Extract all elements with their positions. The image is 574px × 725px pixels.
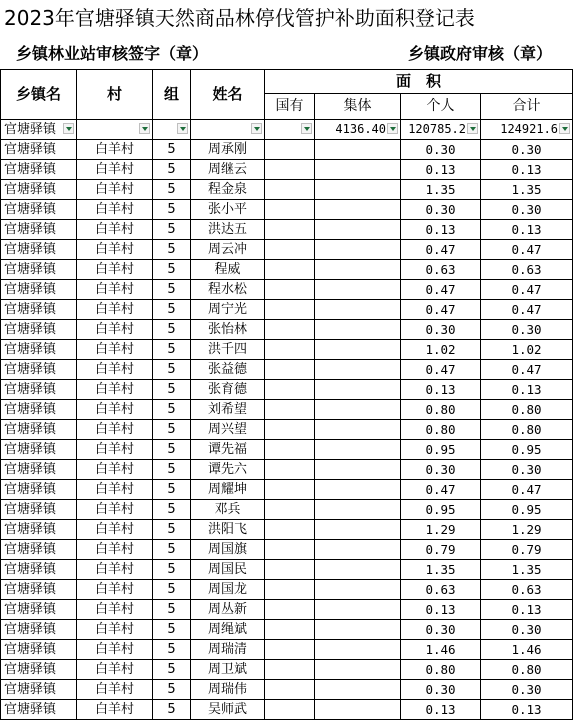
cell-name[interactable]: 程威 [191, 260, 265, 280]
cell-state-owned[interactable] [265, 320, 315, 340]
cell-township[interactable]: 官塘驿镇 [1, 360, 77, 380]
cell-name[interactable]: 洪千四 [191, 340, 265, 360]
cell-total[interactable]: 0.79 [481, 540, 573, 560]
cell-village[interactable]: 白羊村 [77, 260, 153, 280]
cell-state-owned[interactable] [265, 600, 315, 620]
cell-total[interactable]: 0.30 [481, 680, 573, 700]
cell-village[interactable]: 白羊村 [77, 460, 153, 480]
header-area[interactable]: 面 积 [265, 70, 573, 94]
cell-collective[interactable] [315, 400, 401, 420]
table-row [1, 400, 573, 420]
table-row [1, 700, 573, 720]
cell-individual[interactable]: 0.63 [401, 580, 481, 600]
cell-village[interactable]: 白羊村 [77, 680, 153, 700]
cell-state-owned[interactable] [265, 200, 315, 220]
cell-name[interactable]: 周继云 [191, 160, 265, 180]
cell-township[interactable]: 官塘驿镇 [1, 440, 77, 460]
cell-state-owned[interactable] [265, 140, 315, 160]
cell-group[interactable]: 5 [153, 300, 191, 320]
cell-total[interactable]: 1.35 [481, 180, 573, 200]
cell-total[interactable]: 0.47 [481, 280, 573, 300]
table-row [1, 520, 573, 540]
cell-village[interactable]: 白羊村 [77, 180, 153, 200]
cell-name[interactable]: 周耀坤 [191, 480, 265, 500]
cell-total[interactable]: 0.13 [481, 160, 573, 180]
cell-group[interactable]: 5 [153, 440, 191, 460]
cell-name[interactable]: 张育德 [191, 380, 265, 400]
cell-individual[interactable]: 0.30 [401, 620, 481, 640]
cell-township[interactable]: 官塘驿镇 [1, 600, 77, 620]
cell-name[interactable]: 洪阳飞 [191, 520, 265, 540]
header-collective[interactable]: 集体 [315, 94, 401, 120]
cell-group[interactable]: 5 [153, 660, 191, 680]
cell-village[interactable]: 白羊村 [77, 600, 153, 620]
cell-village[interactable]: 白羊村 [77, 380, 153, 400]
cell-individual[interactable]: 0.47 [401, 300, 481, 320]
cell-township[interactable]: 官塘驿镇 [1, 420, 77, 440]
cell-group[interactable]: 5 [153, 180, 191, 200]
cell-group[interactable]: 5 [153, 460, 191, 480]
cell-village[interactable]: 白羊村 [77, 500, 153, 520]
cell-township[interactable]: 官塘驿镇 [1, 640, 77, 660]
cell-individual[interactable]: 0.80 [401, 420, 481, 440]
filter-cell-township[interactable] [1, 120, 77, 140]
cell-township[interactable]: 官塘驿镇 [1, 560, 77, 580]
cell-total[interactable]: 0.80 [481, 400, 573, 420]
cell-individual[interactable]: 0.95 [401, 440, 481, 460]
table-row [1, 360, 573, 380]
cell-village[interactable]: 白羊村 [77, 220, 153, 240]
cell-collective[interactable] [315, 260, 401, 280]
cell-village[interactable]: 白羊村 [77, 560, 153, 580]
cell-total[interactable]: 0.13 [481, 600, 573, 620]
cell-group[interactable]: 5 [153, 420, 191, 440]
cell-township[interactable]: 官塘驿镇 [1, 660, 77, 680]
cell-state-owned[interactable] [265, 640, 315, 660]
cell-state-owned[interactable] [265, 220, 315, 240]
cell-group[interactable]: 5 [153, 160, 191, 180]
cell-name[interactable]: 周云冲 [191, 240, 265, 260]
cell-group[interactable]: 5 [153, 260, 191, 280]
cell-collective[interactable] [315, 200, 401, 220]
cell-name[interactable]: 周宁光 [191, 300, 265, 320]
filter-dropdown-icon[interactable] [301, 123, 312, 134]
cell-group[interactable]: 5 [153, 140, 191, 160]
filter-cell-group[interactable] [153, 120, 191, 140]
cell-village[interactable]: 白羊村 [77, 160, 153, 180]
cell-total[interactable]: 0.13 [481, 220, 573, 240]
cell-individual[interactable]: 1.46 [401, 640, 481, 660]
cell-total[interactable]: 0.30 [481, 320, 573, 340]
cell-township[interactable]: 官塘驿镇 [1, 140, 77, 160]
cell-name[interactable]: 张小平 [191, 200, 265, 220]
cell-state-owned[interactable] [265, 440, 315, 460]
cell-state-owned[interactable] [265, 340, 315, 360]
cell-village[interactable]: 白羊村 [77, 140, 153, 160]
cell-state-owned[interactable] [265, 380, 315, 400]
cell-state-owned[interactable] [265, 280, 315, 300]
cell-name[interactable]: 邓兵 [191, 500, 265, 520]
cell-collective[interactable] [315, 620, 401, 640]
table-row [1, 620, 573, 640]
forestry-station-review-label: 乡镇林业站审核签字（章） [16, 44, 209, 63]
cell-individual[interactable]: 0.13 [401, 220, 481, 240]
filter-dropdown-icon[interactable] [387, 123, 398, 134]
cell-state-owned[interactable] [265, 400, 315, 420]
cell-state-owned[interactable] [265, 480, 315, 500]
cell-collective[interactable] [315, 500, 401, 520]
cell-collective[interactable] [315, 220, 401, 240]
cell-collective[interactable] [315, 140, 401, 160]
cell-village[interactable]: 白羊村 [77, 340, 153, 360]
cell-state-owned[interactable] [265, 500, 315, 520]
filter-dropdown-icon[interactable] [177, 123, 188, 134]
cell-township[interactable]: 官塘驿镇 [1, 260, 77, 280]
table-row [1, 240, 573, 260]
cell-total[interactable]: 0.47 [481, 480, 573, 500]
cell-group[interactable]: 5 [153, 620, 191, 640]
cell-township[interactable]: 官塘驿镇 [1, 680, 77, 700]
table-row [1, 320, 573, 340]
cell-village[interactable]: 白羊村 [77, 420, 153, 440]
cell-group[interactable]: 5 [153, 580, 191, 600]
cell-name[interactable]: 张益德 [191, 360, 265, 380]
filter-value-township: 官塘驿镇 [4, 122, 57, 137]
table-row [1, 540, 573, 560]
cell-total[interactable]: 0.63 [481, 580, 573, 600]
filter-dropdown-icon[interactable] [139, 123, 150, 134]
cell-collective[interactable] [315, 580, 401, 600]
cell-state-owned[interactable] [265, 460, 315, 480]
header-township[interactable]: 乡镇名 [1, 70, 77, 120]
filter-value-total: 124921.6 [500, 122, 559, 136]
cell-name[interactable]: 周国龙 [191, 580, 265, 600]
filter-value-individual: 120785.2 [408, 122, 466, 136]
cell-state-owned[interactable] [265, 260, 315, 280]
cell-collective[interactable] [315, 460, 401, 480]
cell-name[interactable]: 程水松 [191, 280, 265, 300]
table-row [1, 340, 573, 360]
cell-name[interactable]: 张怡林 [191, 320, 265, 340]
cell-village[interactable]: 白羊村 [77, 300, 153, 320]
table-row [1, 680, 573, 700]
cell-group[interactable]: 5 [153, 340, 191, 360]
cell-township[interactable]: 官塘驿镇 [1, 340, 77, 360]
cell-township[interactable]: 官塘驿镇 [1, 220, 77, 240]
filter-cell-total[interactable] [481, 120, 573, 140]
cell-total[interactable]: 1.46 [481, 640, 573, 660]
filter-cell-village[interactable] [77, 120, 153, 140]
township-gov-review-label: 乡镇政府审核（章） [408, 44, 553, 63]
cell-group[interactable]: 5 [153, 320, 191, 340]
cell-township[interactable]: 官塘驿镇 [1, 480, 77, 500]
cell-name[interactable]: 程金泉 [191, 180, 265, 200]
cell-state-owned[interactable] [265, 240, 315, 260]
cell-collective[interactable] [315, 240, 401, 260]
cell-group[interactable]: 5 [153, 280, 191, 300]
cell-village[interactable]: 白羊村 [77, 400, 153, 420]
cell-village[interactable]: 白羊村 [77, 480, 153, 500]
cell-collective[interactable] [315, 480, 401, 500]
cell-state-owned[interactable] [265, 660, 315, 680]
cell-name[interactable]: 周丛新 [191, 600, 265, 620]
table-row [1, 480, 573, 500]
cell-state-owned[interactable] [265, 300, 315, 320]
table-row [1, 580, 573, 600]
cell-total[interactable]: 0.80 [481, 660, 573, 680]
cell-group[interactable]: 5 [153, 240, 191, 260]
cell-total[interactable]: 0.95 [481, 500, 573, 520]
cell-village[interactable]: 白羊村 [77, 540, 153, 560]
cell-village[interactable]: 白羊村 [77, 440, 153, 460]
registration-table [0, 69, 573, 720]
table-row [1, 440, 573, 460]
cell-name[interactable]: 吴师武 [191, 700, 265, 720]
cell-individual[interactable]: 1.35 [401, 560, 481, 580]
cell-collective[interactable] [315, 180, 401, 200]
cell-township[interactable]: 官塘驿镇 [1, 460, 77, 480]
cell-individual[interactable]: 0.47 [401, 480, 481, 500]
table-row [1, 200, 573, 220]
table-row [1, 280, 573, 300]
cell-state-owned[interactable] [265, 160, 315, 180]
table-row [1, 380, 573, 400]
cell-group[interactable]: 5 [153, 400, 191, 420]
cell-collective[interactable] [315, 540, 401, 560]
cell-name[interactable]: 周兴望 [191, 420, 265, 440]
cell-name[interactable]: 周绳斌 [191, 620, 265, 640]
cell-individual[interactable]: 0.80 [401, 660, 481, 680]
cell-total[interactable]: 0.95 [481, 440, 573, 460]
cell-group[interactable]: 5 [153, 480, 191, 500]
cell-total[interactable]: 0.30 [481, 200, 573, 220]
cell-group[interactable]: 5 [153, 500, 191, 520]
cell-township[interactable]: 官塘驿镇 [1, 300, 77, 320]
cell-group[interactable]: 5 [153, 600, 191, 620]
cell-individual[interactable]: 1.29 [401, 520, 481, 540]
cell-village[interactable]: 白羊村 [77, 240, 153, 260]
cell-individual[interactable]: 1.02 [401, 340, 481, 360]
cell-individual[interactable]: 1.35 [401, 180, 481, 200]
cell-village[interactable]: 白羊村 [77, 640, 153, 660]
cell-group[interactable]: 5 [153, 560, 191, 580]
cell-group[interactable]: 5 [153, 220, 191, 240]
cell-individual[interactable]: 0.47 [401, 240, 481, 260]
cell-individual[interactable]: 0.13 [401, 160, 481, 180]
table-row [1, 460, 573, 480]
cell-individual[interactable]: 0.30 [401, 200, 481, 220]
cell-township[interactable]: 官塘驿镇 [1, 160, 77, 180]
cell-group[interactable]: 5 [153, 680, 191, 700]
cell-village[interactable]: 白羊村 [77, 200, 153, 220]
cell-total[interactable]: 1.29 [481, 520, 573, 540]
cell-individual[interactable]: 0.30 [401, 320, 481, 340]
cell-individual[interactable]: 0.47 [401, 280, 481, 300]
cell-state-owned[interactable] [265, 180, 315, 200]
table-row [1, 260, 573, 280]
cell-township[interactable]: 官塘驿镇 [1, 280, 77, 300]
cell-state-owned[interactable] [265, 580, 315, 600]
cell-total[interactable]: 0.47 [481, 360, 573, 380]
cell-individual[interactable]: 0.80 [401, 400, 481, 420]
cell-township[interactable]: 官塘驿镇 [1, 500, 77, 520]
cell-collective[interactable] [315, 320, 401, 340]
cell-individual[interactable]: 0.63 [401, 260, 481, 280]
cell-village[interactable]: 白羊村 [77, 280, 153, 300]
cell-township[interactable]: 官塘驿镇 [1, 540, 77, 560]
filter-dropdown-icon[interactable] [63, 123, 74, 134]
table-row [1, 560, 573, 580]
cell-collective[interactable] [315, 300, 401, 320]
cell-township[interactable]: 官塘驿镇 [1, 180, 77, 200]
cell-individual[interactable]: 0.30 [401, 460, 481, 480]
cell-total[interactable]: 0.63 [481, 260, 573, 280]
cell-individual[interactable]: 0.13 [401, 380, 481, 400]
table-row [1, 640, 573, 660]
header-total[interactable]: 合计 [481, 94, 573, 120]
cell-state-owned[interactable] [265, 540, 315, 560]
cell-collective[interactable] [315, 280, 401, 300]
cell-group[interactable]: 5 [153, 520, 191, 540]
cell-township[interactable]: 官塘驿镇 [1, 620, 77, 640]
cell-total[interactable]: 0.30 [481, 620, 573, 640]
cell-state-owned[interactable] [265, 620, 315, 640]
cell-name[interactable]: 刘希望 [191, 400, 265, 420]
cell-name[interactable]: 谭先六 [191, 460, 265, 480]
cell-group[interactable]: 5 [153, 540, 191, 560]
cell-collective[interactable] [315, 600, 401, 620]
header-village[interactable]: 村 [77, 70, 153, 120]
cell-state-owned[interactable] [265, 680, 315, 700]
cell-township[interactable]: 官塘驿镇 [1, 700, 77, 720]
filter-dropdown-icon[interactable] [467, 123, 478, 134]
cell-collective[interactable] [315, 160, 401, 180]
cell-village[interactable]: 白羊村 [77, 580, 153, 600]
cell-name[interactable]: 洪达五 [191, 220, 265, 240]
table-row [1, 500, 573, 520]
filter-cell-collective[interactable] [315, 120, 401, 140]
cell-township[interactable]: 官塘驿镇 [1, 320, 77, 340]
cell-collective[interactable] [315, 700, 401, 720]
cell-total[interactable]: 0.13 [481, 700, 573, 720]
cell-total[interactable]: 0.47 [481, 240, 573, 260]
filter-row [1, 120, 573, 140]
cell-name[interactable]: 周瑞清 [191, 640, 265, 660]
table-row [1, 180, 573, 200]
filter-dropdown-icon[interactable] [251, 123, 262, 134]
cell-state-owned[interactable] [265, 360, 315, 380]
cell-name[interactable]: 周卫斌 [191, 660, 265, 680]
cell-name[interactable]: 周国旗 [191, 540, 265, 560]
cell-village[interactable]: 白羊村 [77, 320, 153, 340]
header-name[interactable]: 姓名 [191, 70, 265, 120]
header-state-owned[interactable]: 国有 [265, 94, 315, 120]
cell-village[interactable]: 白羊村 [77, 660, 153, 680]
cell-township[interactable]: 官塘驿镇 [1, 380, 77, 400]
cell-group[interactable]: 5 [153, 640, 191, 660]
cell-individual[interactable]: 0.47 [401, 360, 481, 380]
table-row [1, 220, 573, 240]
cell-township[interactable]: 官塘驿镇 [1, 580, 77, 600]
cell-name[interactable]: 谭先福 [191, 440, 265, 460]
cell-village[interactable]: 白羊村 [77, 520, 153, 540]
cell-individual[interactable]: 0.95 [401, 500, 481, 520]
table-row [1, 140, 573, 160]
cell-name[interactable]: 周国民 [191, 560, 265, 580]
cell-collective[interactable] [315, 380, 401, 400]
cell-village[interactable]: 白羊村 [77, 620, 153, 640]
cell-name[interactable]: 周承刚 [191, 140, 265, 160]
cell-total[interactable]: 0.13 [481, 380, 573, 400]
filter-dropdown-icon[interactable] [559, 123, 570, 134]
cell-collective[interactable] [315, 640, 401, 660]
cell-group[interactable]: 5 [153, 200, 191, 220]
cell-total[interactable]: 0.47 [481, 300, 573, 320]
cell-individual[interactable]: 0.13 [401, 700, 481, 720]
cell-township[interactable]: 官塘驿镇 [1, 200, 77, 220]
cell-township[interactable]: 官塘驿镇 [1, 240, 77, 260]
cell-collective[interactable] [315, 360, 401, 380]
cell-name[interactable]: 周瑞伟 [191, 680, 265, 700]
cell-collective[interactable] [315, 440, 401, 460]
cell-state-owned[interactable] [265, 560, 315, 580]
cell-township[interactable]: 官塘驿镇 [1, 520, 77, 540]
cell-collective[interactable] [315, 520, 401, 540]
cell-group[interactable]: 5 [153, 380, 191, 400]
table-row [1, 300, 573, 320]
cell-total[interactable]: 1.02 [481, 340, 573, 360]
cell-individual[interactable]: 0.30 [401, 140, 481, 160]
cell-collective[interactable] [315, 680, 401, 700]
cell-village[interactable]: 白羊村 [77, 700, 153, 720]
table-row [1, 160, 573, 180]
cell-village[interactable]: 白羊村 [77, 360, 153, 380]
cell-state-owned[interactable] [265, 700, 315, 720]
cell-group[interactable]: 5 [153, 360, 191, 380]
cell-state-owned[interactable] [265, 520, 315, 540]
cell-total[interactable]: 0.30 [481, 460, 573, 480]
filter-cell-individual[interactable] [401, 120, 481, 140]
cell-individual[interactable]: 0.13 [401, 600, 481, 620]
cell-collective[interactable] [315, 340, 401, 360]
filter-cell-state-owned[interactable] [265, 120, 315, 140]
table-row [1, 420, 573, 440]
cell-state-owned[interactable] [265, 420, 315, 440]
cell-township[interactable]: 官塘驿镇 [1, 400, 77, 420]
cell-collective[interactable] [315, 560, 401, 580]
header-group[interactable]: 组 [153, 70, 191, 120]
cell-individual[interactable]: 0.30 [401, 680, 481, 700]
table-row [1, 600, 573, 620]
header-individual[interactable]: 个人 [401, 94, 481, 120]
cell-individual[interactable]: 0.79 [401, 540, 481, 560]
cell-collective[interactable] [315, 660, 401, 680]
cell-collective[interactable] [315, 420, 401, 440]
filter-value-collective: 4136.40 [335, 122, 386, 136]
table-row [1, 660, 573, 680]
cell-group[interactable]: 5 [153, 700, 191, 720]
sheet-title: 2023年官塘驿镇天然商品林停伐管护补助面积登记表 [4, 6, 475, 30]
cell-total[interactable]: 0.80 [481, 420, 573, 440]
cell-total[interactable]: 0.30 [481, 140, 573, 160]
filter-cell-name[interactable] [191, 120, 265, 140]
cell-total[interactable]: 1.35 [481, 560, 573, 580]
